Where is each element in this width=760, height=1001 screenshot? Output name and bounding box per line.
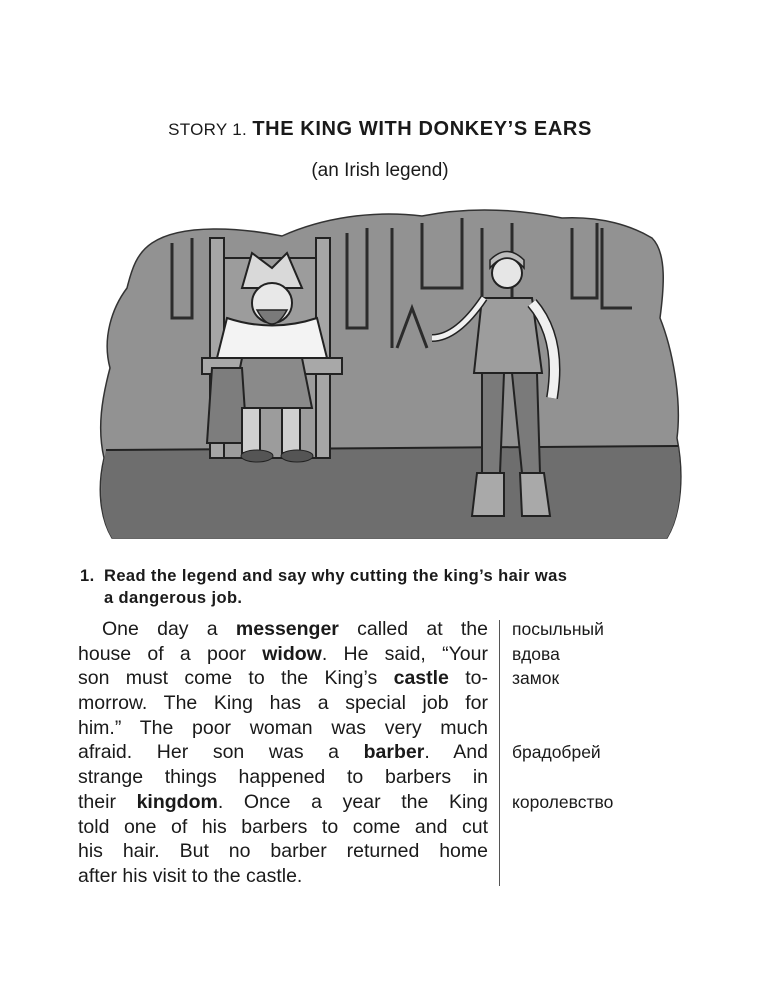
- passage-line: strange things happened to barbers in: [78, 766, 488, 789]
- story-title-line: [0, 118, 760, 141]
- gloss-widow: вдова: [512, 643, 560, 664]
- king-on-throne-with-barber-illustration: [92, 198, 688, 542]
- passage-line: morrow. The King has a special job for: [78, 692, 488, 715]
- story-label: STORY 1.: [168, 120, 248, 139]
- vocab-widow: widow: [262, 642, 322, 665]
- passage-line: afraid. Her son was a barber. And: [78, 741, 488, 764]
- gloss-spacer: [512, 716, 712, 741]
- story-subtitle: (an Irish legend): [311, 160, 449, 181]
- gloss-castle: замок: [512, 668, 560, 689]
- task-text-line1: Read the legend and say why cutting the king’s hair was: [104, 567, 568, 585]
- story-title: THE KING WITH DONKEY’S EARS: [252, 118, 592, 140]
- column-divider: [499, 620, 500, 886]
- vocab-kingdom: kingdom: [136, 790, 218, 813]
- floor: [101, 446, 680, 538]
- passage-line: after his visit to the castle.: [78, 864, 303, 887]
- vocab-messenger: messenger: [235, 618, 339, 640]
- task-text-line2: a dangerous job.: [104, 589, 243, 607]
- passage-line: him.” The poor woman was very much: [78, 716, 488, 739]
- vocab-castle: castle: [393, 667, 449, 690]
- gloss-spacer: [512, 691, 712, 716]
- gloss-barber: брадобрей: [512, 742, 601, 763]
- passage-line: son must come to the King’s castle to-: [78, 667, 488, 690]
- gloss-messenger: посыльный: [512, 619, 604, 639]
- vocab-barber: barber: [363, 741, 425, 764]
- gloss-spacer: [512, 765, 712, 790]
- passage-line: One day a messenger called at the: [102, 618, 488, 640]
- task-number: 1.: [80, 567, 95, 585]
- passage-line: their kingdom. Once a year the King: [78, 790, 488, 813]
- glossary-column: [512, 617, 712, 815]
- legend-passage: [78, 617, 488, 889]
- passage-line: told one of his barbers to come and cut: [78, 815, 488, 838]
- passage-line: house of a poor widow. He said, “Your: [78, 642, 488, 665]
- passage-line: his hair. But no barber returned home: [78, 840, 488, 863]
- gloss-kingdom: королевство: [512, 791, 614, 812]
